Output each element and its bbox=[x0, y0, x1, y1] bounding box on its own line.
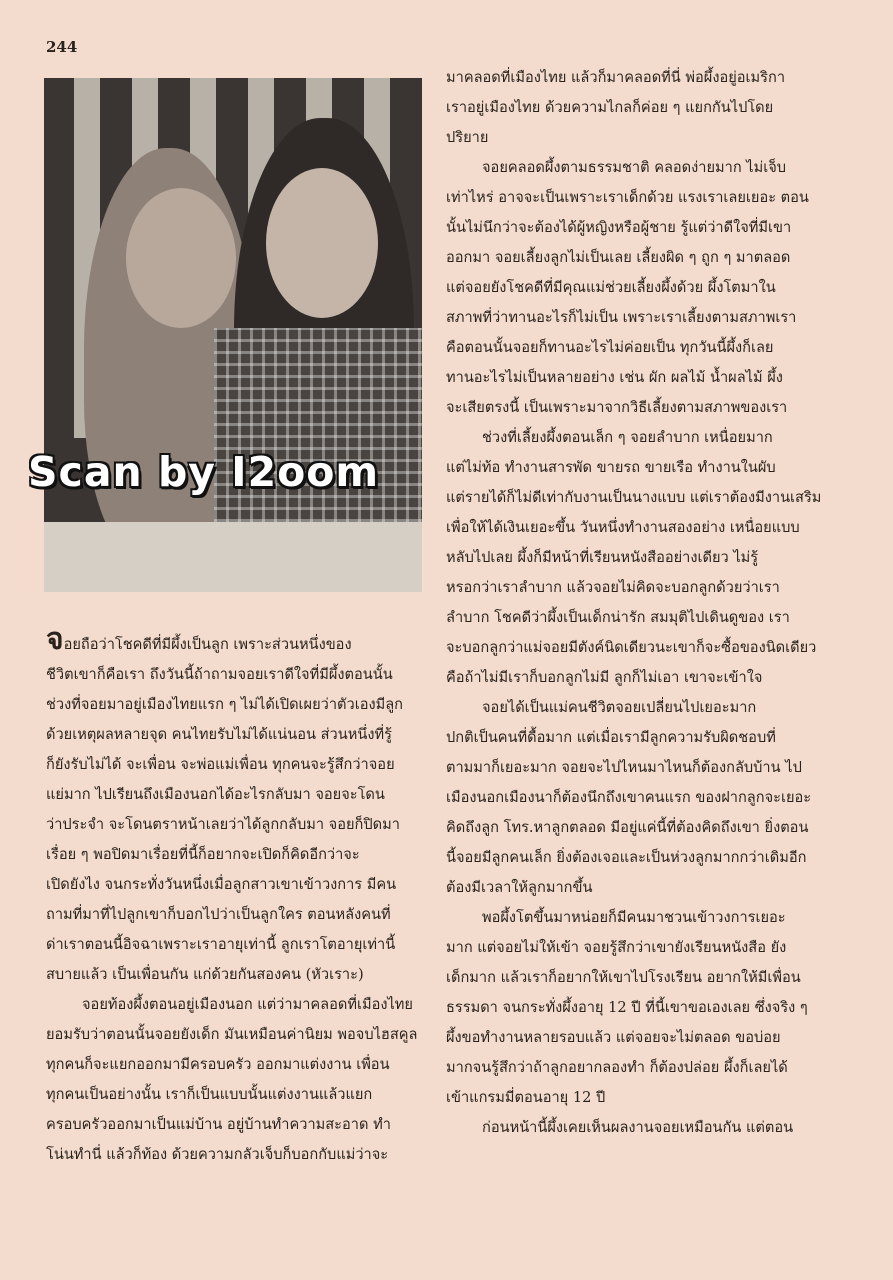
left-line: จอยถือว่าโชคดีที่มีผึ้งเป็นลูก เพราะส่วนหนึ่งของ bbox=[46, 626, 424, 660]
right-line: คือถ้าไม่มีเราก็บอกลูกไม่มี ลูกก็ไม่เอา เขาจะเข้าใจ bbox=[446, 669, 763, 686]
left-line: ก็ยังรับไม่ได้ จะเพื่อน จะพ่อแม่เพื่อน ทุกคนจะรู้สึกว่าจอย bbox=[46, 756, 395, 773]
right-line: ธรรมดา จนกระทั่งผึ้งอายุ 12 ปี ที่นี้เขาขอเองเลย ซึ่งจริง ๆ bbox=[446, 999, 808, 1016]
left-line: เรื่อย ๆ พอปิดมาเรื่อยที่นี้ก็อยากจะเปิดก็คิดอีกว่าจะ bbox=[46, 846, 360, 863]
left-line: ทุกคนก็จะแยกออกมามีครอบครัว ออกมาแต่งงาน เพื่อน bbox=[46, 1056, 390, 1073]
right-line: เท่าไหร่ อาจจะเป็นเพราะเราเด็กด้วย แรงเราเลยเยอะ ตอน bbox=[446, 189, 809, 206]
right-line: หรอกว่าเราลำบาก แล้วจอยไม่คิดจะบอกลูกด้วยว่าเรา bbox=[446, 579, 780, 596]
right-line: ทานอะไรไม่เป็นหลายอย่าง เช่น ผัก ผลไม้ น้ำผลไม้ ผึ้ง bbox=[446, 369, 783, 386]
right-line: ปริยาย bbox=[446, 129, 489, 146]
left-line: ด้วยเหตุผลหลายจุด คนไทยรับไม่ได้แน่นอน ส่วนหนึ่งที่รู้ bbox=[46, 726, 392, 743]
right-line: คือตอนนั้นจอยก็ทานอะไรไม่ค่อยเป็น ทุกวันนี้ผึ้งก็เลย bbox=[446, 339, 774, 356]
right-line: คิดถึงลูก โทร.หาลูกตลอด มีอยู่แค่นี้ที่ต้องคิดถึงเขา ยิ่งตอน bbox=[446, 819, 809, 836]
right-line: จอยคลอดผึ้งตามธรรมชาติ คลอดง่ายมาก ไม่เจ็บ bbox=[482, 159, 787, 176]
right-line: แต่จอยยังโชคดีที่มีคุณแม่ช่วยเลี้ยงผึ้งด้วย ผึ้งโตมาใน bbox=[446, 279, 776, 296]
left-line: ชีวิตเขาก็คือเรา ถึงวันนี้ถ้าถามจอยเราดีใจที่มีผึ้งตอนนั้น bbox=[46, 666, 393, 683]
left-line: สบายแล้ว เป็นเพื่อนกัน แก่ด้วยกันสองคน (หัวเราะ) bbox=[46, 966, 364, 983]
right-line: เข้าแกรมมี่ตอนอายุ 12 ปี bbox=[446, 1089, 606, 1106]
left-line: ทุกคนเป็นอย่างนั้น เราก็เป็นแบบนั้นแต่งงานแล้วแยก bbox=[46, 1086, 373, 1103]
left-line: ช่วงที่จอยมาอยู่เมืองไทยแรก ๆ ไม่ได้เปิดเผยว่าตัวเองมีลูก bbox=[46, 696, 403, 713]
right-line: มาคลอดที่เมืองไทย แล้วก็มาคลอดที่นี่ พ่อผึ้งอยู่อเมริกา bbox=[446, 69, 786, 86]
left-line: ด่าเราตอนนี้อิจฉาเพราะเราอายุเท่านี้ ลูกเราโตอายุเท่านี้ bbox=[46, 936, 396, 953]
left-line: ยอมรับว่าตอนนั้นจอยยังเด็ก มันเหมือนค่านิยม พอจบไฮสคูล bbox=[46, 1026, 418, 1043]
right-column bbox=[446, 63, 828, 1143]
right-line: จะบอกลูกว่าแม่จอยมีตังค์นิดเดียวนะเขาก็จะซื้อของนิดเดียว bbox=[446, 639, 817, 656]
right-line: หลับไปเลย ผึ้งก็มีหน้าที่เรียนหนังสืออย่างเดียว ไม่รู้ bbox=[446, 549, 759, 566]
right-line: เด็กมาก แล้วเราก็อยากให้เขาไปโรงเรียน อยากให้มีเพื่อน bbox=[446, 969, 801, 986]
right-line: ผึ้งขอทำงานหลายรอบแล้ว แต่จอยจะไม่ตลอด ขอบ่อย bbox=[446, 1029, 781, 1046]
right-line: จอยได้เป็นแม่คนชีวิตจอยเปลี่ยนไปเยอะมาก bbox=[482, 699, 757, 716]
right-line: จะเสียตรงนี้ เป็นเพราะมาจากวิธีเลี้ยงตามสภาพของเรา bbox=[446, 399, 788, 416]
watermark-text: Scan by I2oom bbox=[28, 448, 380, 496]
left-line: ว่าประจำ จะโดนตราหน้าเลยว่าได้ลูกกลับมา จอยก็ปิดมา bbox=[46, 816, 400, 833]
left-line: เปิดยังไง จนกระทั่งวันหนึ่งเมื่อลูกสาวเขาเข้าวงการ มีคน bbox=[46, 876, 397, 893]
right-line: แต่ไม่ท้อ ทำงานสารพัด ขายรถ ขายเรือ ทำงานในผับ bbox=[446, 459, 776, 476]
right-line: นี้จอยมีลูกคนเล็ก ยิ่งต้องเจอและเป็นห่วงลูกมากกว่าเดิมอีก bbox=[446, 849, 807, 866]
dropcap: จ bbox=[46, 626, 64, 657]
left-line: จอยท้องผึ้งตอนอยู่เมืองนอก แต่ว่ามาคลอดที่เมืองไทย bbox=[82, 996, 413, 1013]
right-line: ปกติเป็นคนที่ดื้อมาก แต่เมื่อเรามีลูกความรับผิดชอบที่ bbox=[446, 729, 776, 746]
right-line: ต้องมีเวลาให้ลูกมากขึ้น bbox=[446, 879, 593, 896]
right-line: มาก แต่จอยไม่ให้เข้า จอยรู้สึกว่าเขายังเรียนหนังสือ ยัง bbox=[446, 939, 787, 956]
left-line: โน่นทำนี่ แล้วก็ท้อง ด้วยความกลัวเจ็บก็บอกกับแม่ว่าจะ bbox=[46, 1146, 389, 1163]
right-line: เพื่อให้ได้เงินเยอะขึ้น วันหนึ่งทำงานสองอย่าง เหนื่อยแบบ bbox=[446, 519, 800, 536]
right-line: สภาพที่ว่าทานอะไรก็ไม่เป็น เพราะเราเลี้ยงตามสภาพเรา bbox=[446, 309, 797, 326]
right-line: เมืองนอกเมืองนาก็ต้องนึกถึงเขาคนแรก ของฝากลูกจะเยอะ bbox=[446, 789, 812, 806]
right-line: ลำบาก โชคดีว่าผึ้งเป็นเด็กน่ารัก สมมุติไปเดินดูของ เรา bbox=[446, 609, 790, 626]
left-column bbox=[46, 626, 424, 1170]
right-line: มากจนรู้สึกว่าถ้าลูกอยากลองทำ ก็ต้องปล่อย ผึ้งก็เลยได้ bbox=[446, 1059, 788, 1076]
right-line: ออกมา จอยเลี้ยงลูกไม่เป็นเลย เลี้ยงผิด ๆ ถูก ๆ มาตลอด bbox=[446, 249, 791, 266]
right-line: ตามมาก็เยอะมาก จอยจะไปไหนมาไหนก็ต้องกลับบ้าน ไป bbox=[446, 759, 802, 776]
right-line: ช่วงที่เลี้ยงผึ้งตอนเล็ก ๆ จอยลำบาก เหนื่อยมาก bbox=[482, 429, 773, 446]
right-line: นั้นไม่นึกว่าจะต้องได้ผู้หญิงหรือผู้ชาย รู้แต่ว่าดีใจที่มีเขา bbox=[446, 219, 792, 236]
right-line: แต่รายได้ก็ไม่ดีเท่ากับงานเป็นนางแบบ แต่เราต้องมีงานเสริม bbox=[446, 489, 822, 506]
page-number: 244 bbox=[46, 38, 78, 56]
left-line: ถามที่มาที่ไปลูกเขาก็บอกไปว่าเป็นลูกใคร ตอนหลังคนที่ bbox=[46, 906, 391, 923]
right-line: เราอยู่เมืองไทย ด้วยความไกลก็ค่อย ๆ แยกกันไปโดย bbox=[446, 99, 774, 116]
photo-two-women bbox=[44, 78, 422, 592]
right-line: ก่อนหน้านี้ผึ้งเคยเห็นผลงานจอยเหมือนกัน แต่ตอน bbox=[482, 1119, 794, 1136]
left-line: แย่มาก ไปเรียนถึงเมืองนอกได้อะไรกลับมา จอยจะโดน bbox=[46, 786, 385, 803]
right-line: พอผึ้งโตขึ้นมาหน่อยก็มีคนมาชวนเข้าวงการเยอะ bbox=[482, 909, 786, 926]
left-line: ครอบครัวออกมาเป็นแม่บ้าน อยู่บ้านทำความสะอาด ทำ bbox=[46, 1116, 391, 1133]
